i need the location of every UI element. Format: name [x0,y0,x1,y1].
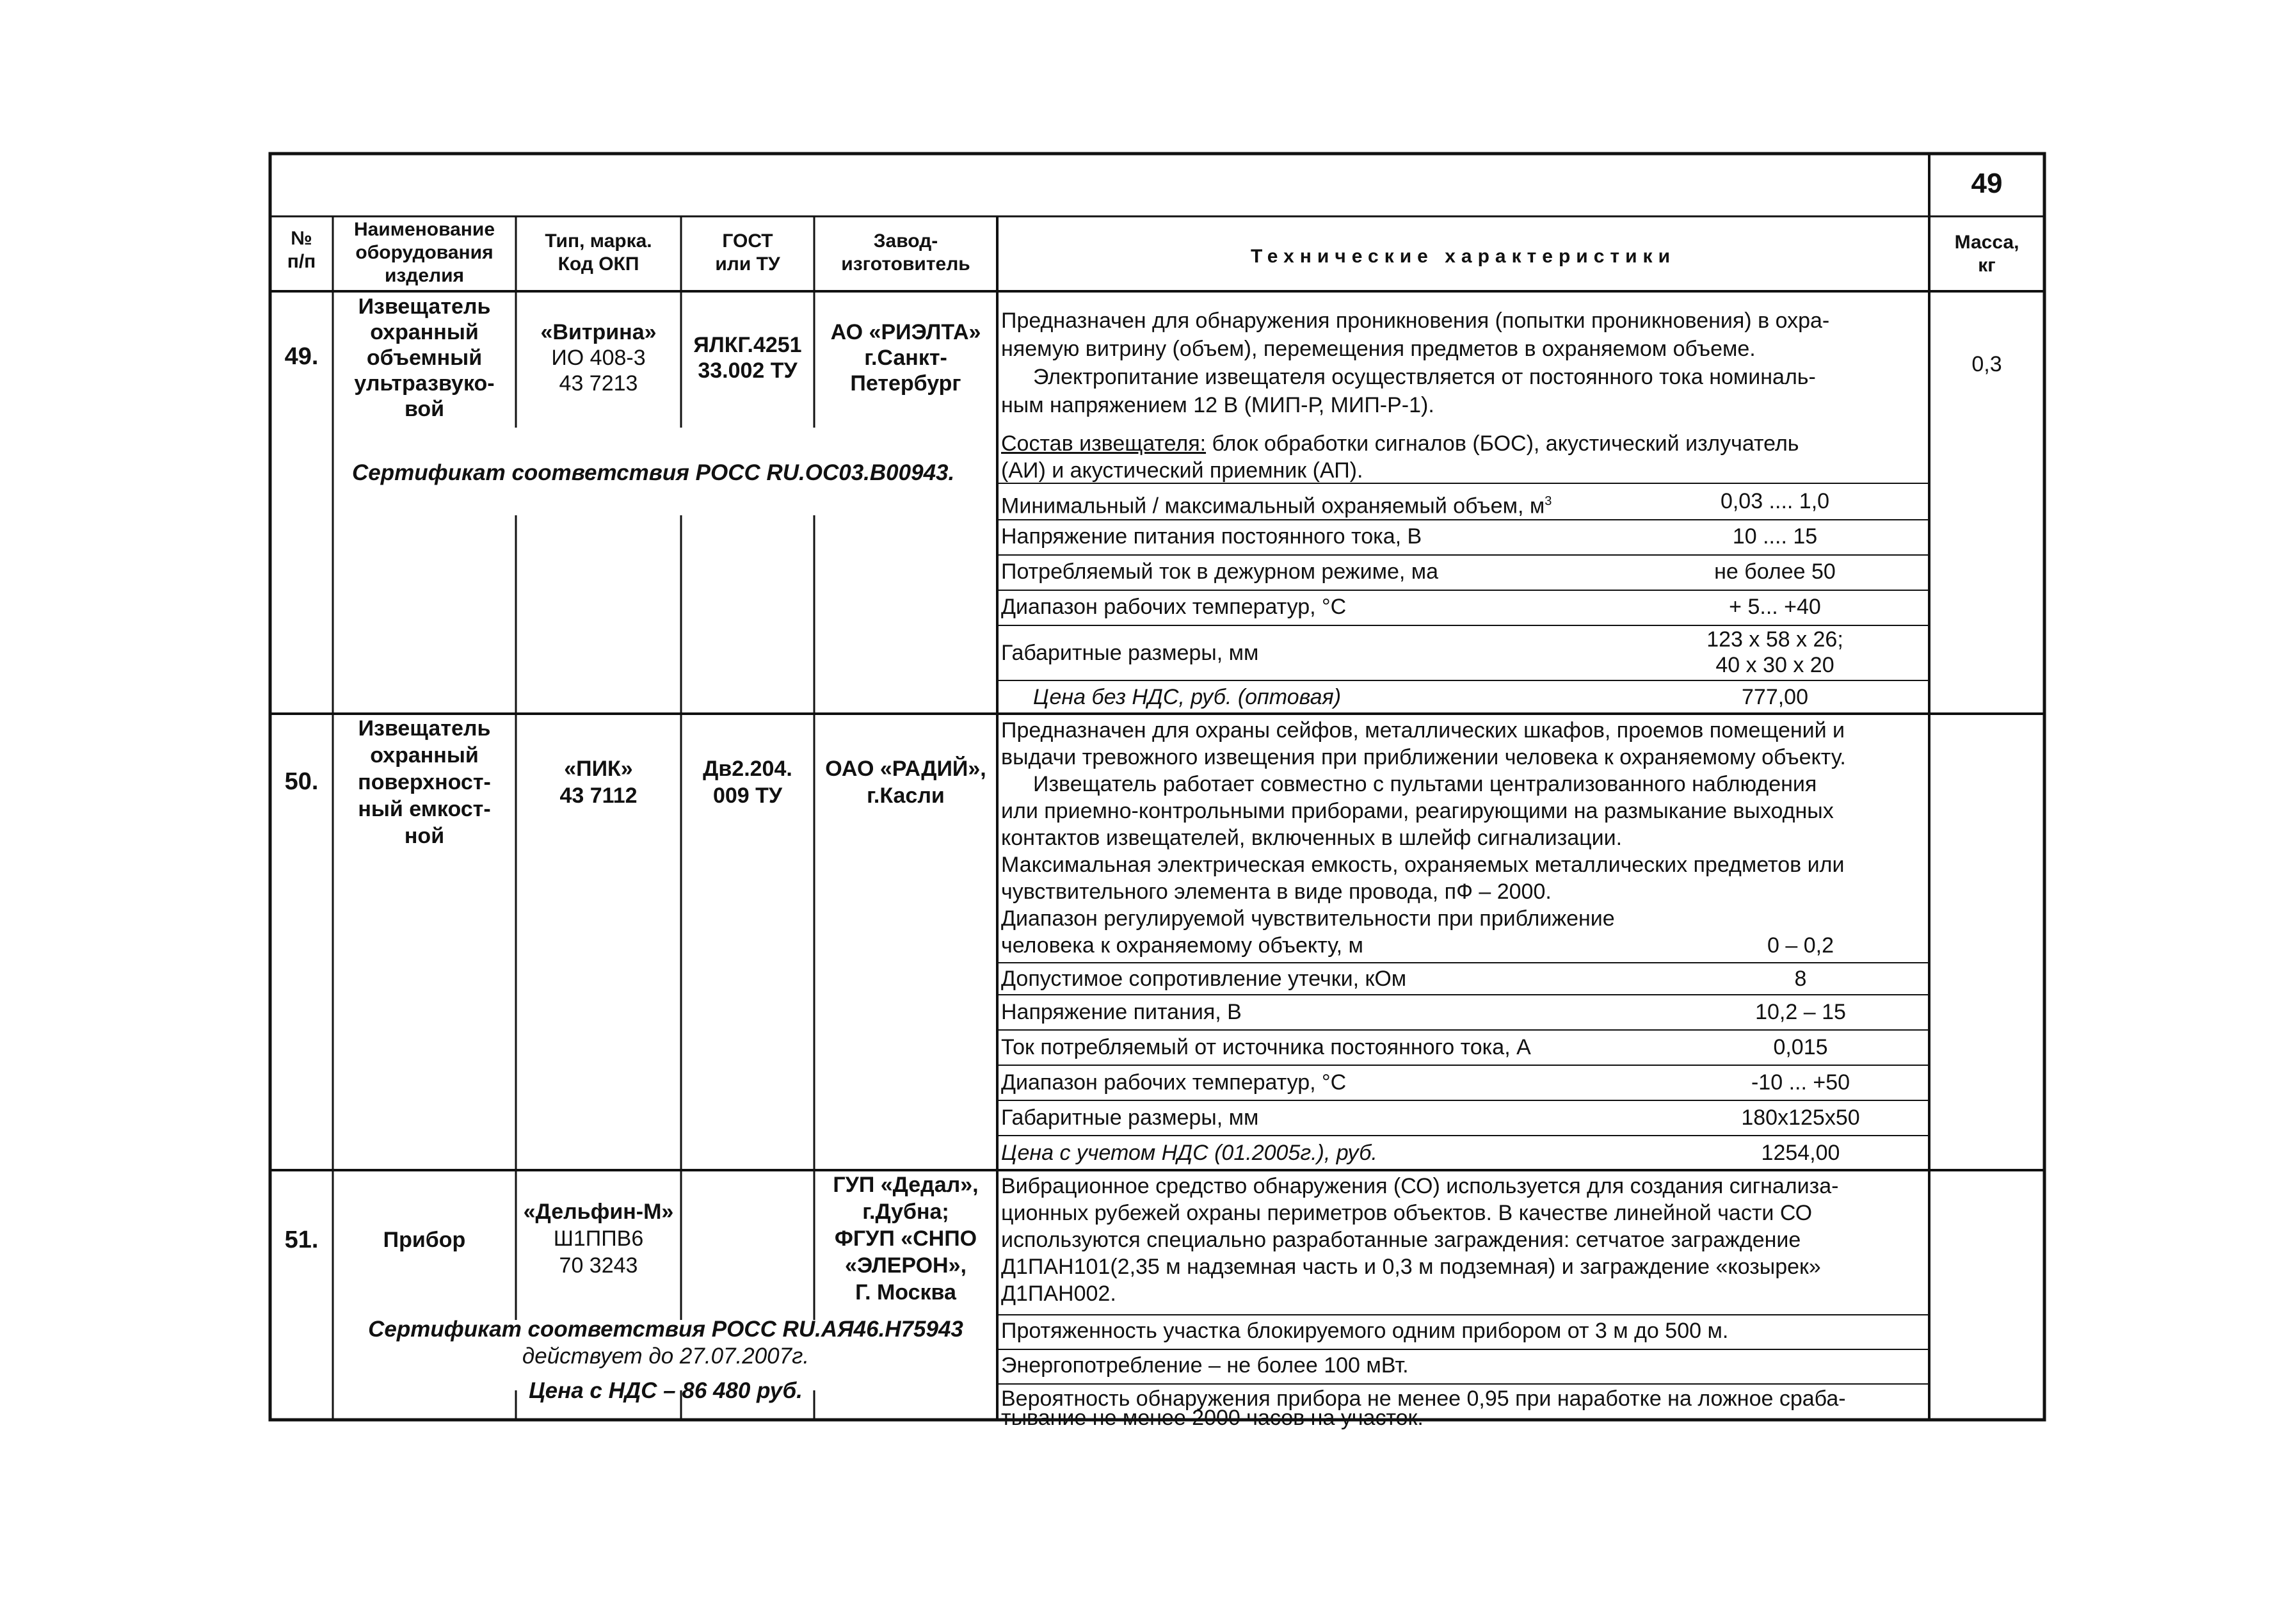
row-number: 50. [284,768,319,795]
description-line: Д1ПАН101(2,35 м надземная часть и 0,3 м подземная) и заграждение «козырек» [1001,1255,1821,1279]
description-line: используются специально разработанные заграждения: сетчатое заграждение [1001,1228,1801,1252]
composition-line-2: (АИ) и акустический приемник (АП). [1001,458,1363,483]
spec-line: Протяженность участка блокируемого одним прибором от 3 м до 500 м. [1001,1319,1729,1343]
item-type: «Дельфин-М» [523,1200,674,1224]
price-text: Цена с НДС – 86 480 руб. [529,1378,803,1403]
param-value: 0 – 0,2 [1767,933,1834,958]
certificate: Сертификат соответствия РОСС RU.ОС03.В00943. [352,460,955,485]
param-value: 123 х 58 х 26; [1706,627,1843,652]
page-number: 49 [1971,168,2003,199]
price-value: 1254,00 [1761,1141,1840,1165]
certificate-valid: действует до 27.07.2007г. [522,1344,810,1369]
param-label: человека к охраняемому объекту, м [1001,933,1363,958]
header-mass-2: кг [1978,255,1996,276]
param-label: Ток потребляемый от источника постоянного тока, А [1001,1035,1531,1059]
param-label: Минимальный / максимальный охраняемый объем, $м^3$ [1001,494,1552,519]
item-gost: 33.002 ТУ [698,358,798,383]
superscript: 3 [1545,494,1552,508]
header-name-1: Наименование [353,219,495,240]
price-label: Цена без НДС, руб. (оптовая) [1033,685,1342,709]
param-value: 180х125х50 [1741,1105,1860,1130]
param-value: 8 [1794,967,1807,991]
item-type: 70 3243 [559,1253,638,1278]
header-type-1: Тип, марка. [545,230,652,252]
description-line: или приемно-контрольными приборами, реагирующими на размыкание выходных [1001,799,1834,823]
description-line: Извещатель работает совместно с пультами централизованного наблюдения [1033,772,1817,796]
description-line: Предназначен для обнаружения проникновения (попытки проникновения) в охра- [1001,309,1830,333]
header-num-1: № [291,228,312,249]
param-value: 10,2 – 15 [1755,1000,1846,1024]
item-name: ной [404,824,445,848]
param-label: Диапазон рабочих температур, °С [1001,1070,1347,1095]
description-line: Д1ПАН002. [1001,1282,1116,1306]
param-label: Допустимое сопротивление утечки, кОм [1001,967,1407,991]
spec-line: Энергопотребление – не более 100 мВт. [1001,1353,1409,1378]
item-type: ИО 408-3 [551,346,646,370]
description-line: выдачи тревожного извещения при приближении человека к охраняемому объекту. [1001,745,1846,769]
param-label: Напряжение питания, В [1001,1000,1242,1024]
param-label: Диапазон регулируемой чувствительности при приближение [1001,906,1615,931]
header-mass-1: Масса, [1954,232,2019,253]
param-label: Габаритные размеры, мм [1001,1105,1259,1130]
header-gost-1: ГОСТ [722,230,773,252]
item-name: поверхност- [358,770,491,794]
description-line: Предназначен для охраны сейфов, металлических шкафов, проемов помещений и [1001,718,1845,743]
header-specs: Технические характеристики [1250,246,1676,267]
description-line: Максимальная электрическая емкость, охраняемых металлических предметов или [1001,853,1845,877]
param-value: не более 50 [1714,559,1836,584]
item-name: объемный [366,346,483,370]
header-maker-2: изготовитель [841,253,970,275]
description-line: контактов извещателей, включенных в шлейф сигнализации. [1001,826,1623,850]
price-value: 777,00 [1742,685,1808,709]
description-line: няемую витрину (объем), перемещения предметов в охраняемом объеме. [1001,337,1756,361]
param-label: Потребляемый ток в дежурном режиме, ма [1001,559,1439,584]
spec-line: тывание не менее 2000 часов на участок. [1001,1406,1424,1430]
item-maker: Петербург [850,371,961,396]
item-name: охранный [370,320,479,344]
spec-line: Вероятность обнаружения прибора не менее 0,95 при наработке на ложное сраба- [1001,1387,1846,1411]
param-label: Габаритные размеры, мм [1001,641,1259,665]
item-maker: ГУП «Дедал», [833,1173,979,1197]
composition-label: Состав извещателя: [1001,431,1207,456]
item-type: «ПИК» [564,757,633,781]
row-number: 51. [284,1226,319,1253]
param-value: 40 х 30 х 20 [1715,653,1834,677]
description-line: ным напряжением 12 В (МИП-Р, МИП-Р-1). [1001,393,1434,417]
item-name: Прибор [383,1228,466,1252]
item-mass: 0,3 [1971,352,2002,376]
item-maker: АО «РИЭЛТА» [830,320,981,344]
description-line: ционных рубежей охраны периметров объектов. В качестве линейной части СО [1001,1201,1813,1225]
header-name-2: оборудования [355,242,494,263]
description-line: чувствительного элемента в виде провода, пФ – 2000. [1001,880,1552,904]
item-gost: ЯЛКГ.4251 [693,333,802,357]
item-maker: ОАО «РАДИЙ», [825,757,986,781]
item-maker: г.Касли [867,784,945,808]
param-value: 0,015 [1773,1035,1828,1059]
description-line: Электропитание извещателя осуществляется от постоянного тока номиналь- [1033,365,1816,389]
item-name: Извещатель [358,294,491,319]
composition-line [1001,430,1799,457]
header-type-2: Код ОКП [558,253,639,275]
item-maker: г.Дубна; [862,1200,949,1224]
item-type: 43 7112 [559,784,638,808]
item-maker: Г. Москва [855,1280,956,1305]
param-value: -10 ... +50 [1751,1070,1850,1095]
item-name: ультразвуко- [354,371,495,396]
item-gost: 009 ТУ [712,784,783,808]
header-num-2: п/п [287,251,316,272]
item-type: Ш1ППВ6 [553,1226,644,1251]
composition-text: блок обработки сигналов (БОС), акустический излучатель [1206,431,1799,456]
header-maker-1: Завод- [873,230,938,252]
item-maker: «ЭЛЕРОН», [845,1253,967,1278]
price-label: Цена с учетом НДС (01.2005г.), руб. [1001,1141,1377,1165]
param-value: 0,03 .... 1,0 [1720,489,1830,513]
row-number: 49. [284,343,319,370]
header-name-3: изделия [384,265,465,286]
param-label: Диапазон рабочих температур, °С [1001,595,1347,619]
param-value: 10 .... 15 [1732,524,1818,549]
item-name: ный емкост- [358,797,491,821]
item-name: охранный [370,743,479,768]
param-value: + 5... +40 [1729,595,1821,619]
certificate: Сертификат соответствия РОСС RU.АЯ46.Н75943 [368,1317,963,1342]
item-type: «Витрина» [540,320,657,344]
item-name: Извещатель [358,716,491,741]
item-name: вой [404,397,445,421]
item-gost: Дв2.204. [703,757,792,781]
param-label: Напряжение питания постоянного тока, В [1001,524,1422,549]
item-maker: ФГУП «СНПО [834,1226,977,1251]
item-maker: г.Санкт- [864,346,947,370]
header-gost-2: или ТУ [715,253,780,275]
item-type: 43 7213 [559,371,638,396]
description-line: Вибрационное средство обнаружения (СО) используется для создания сигнализа- [1001,1174,1839,1198]
